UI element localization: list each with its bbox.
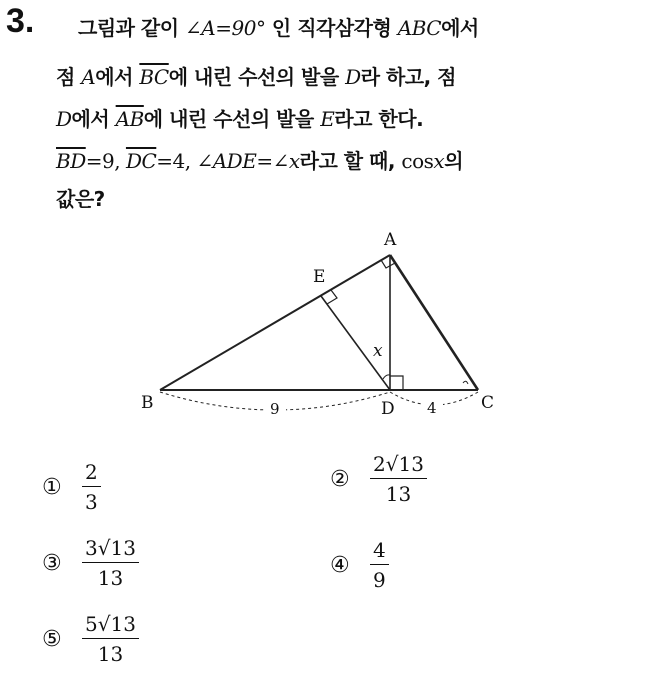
problem-number: 3.	[6, 2, 35, 40]
option-2-marker: ②	[330, 466, 350, 492]
point-label-d: D	[381, 399, 395, 419]
option-5[interactable]	[42, 612, 139, 666]
option-3-fraction: $\frac{3√13}{13}$	[82, 536, 139, 590]
point-label-a: A	[384, 230, 397, 250]
point-label-b: B	[141, 393, 154, 413]
point-label-c: C	[481, 393, 495, 413]
segment-bc: $\overline{BC}$	[139, 65, 169, 89]
length-label-bd: 9	[270, 400, 280, 418]
option-4-marker: ④	[330, 552, 350, 578]
segment-ac-line	[390, 255, 478, 390]
right-angle-mark-d	[390, 376, 403, 390]
option-1[interactable]	[42, 460, 101, 514]
segment-bd: $\overline{BD}$	[56, 149, 86, 173]
length-label-dc: 4	[427, 399, 437, 417]
triangle-name: ABC	[397, 16, 442, 40]
option-4-fraction: $\frac{4}{9}$	[370, 538, 389, 592]
segment-ab: $\overline{AB}$	[115, 107, 144, 131]
option-2[interactable]	[330, 452, 427, 506]
segment-ab-line	[160, 255, 390, 390]
point-label-e: E	[313, 267, 326, 287]
option-2-fraction: $\frac{2√13}{13}$	[370, 452, 427, 506]
question-line-4: $\overline{BD}=9$, $\overline{DC}=4$, ∠ADE=∠x라고 할 때, cosx의	[56, 149, 464, 173]
question-line-3: D에서 $\overline{AB}$에 내린 수선의 발을 E라고 한다.	[56, 107, 424, 131]
option-3-marker: ③	[42, 550, 62, 576]
option-4[interactable]	[330, 538, 389, 592]
angle-c-arc	[463, 381, 468, 384]
angle-x-label: x	[373, 341, 383, 361]
angle-ade: ∠ADE=∠x	[196, 149, 300, 173]
angle-x-arc	[383, 375, 390, 379]
question-line-2: 점 A에서 $\overline{BC}$에 내린 수선의 발을 D라 하고, 점	[56, 65, 457, 89]
option-1-fraction: $\frac{2}{3}$	[82, 460, 101, 514]
segment-dc: $\overline{DC}$	[125, 149, 157, 173]
option-1-marker: ①	[42, 474, 62, 500]
question-line-5: 값은?	[56, 187, 105, 211]
option-5-marker: ⑤	[42, 626, 62, 652]
option-5-fraction: $\frac{5√13}{13}$	[82, 612, 139, 666]
question-line-1: 그림과 같이 ∠A=90° 인 직각삼각형 ABC에서	[78, 16, 479, 40]
option-3[interactable]	[42, 536, 139, 590]
right-angle-condition: ∠A=90°	[185, 16, 266, 40]
